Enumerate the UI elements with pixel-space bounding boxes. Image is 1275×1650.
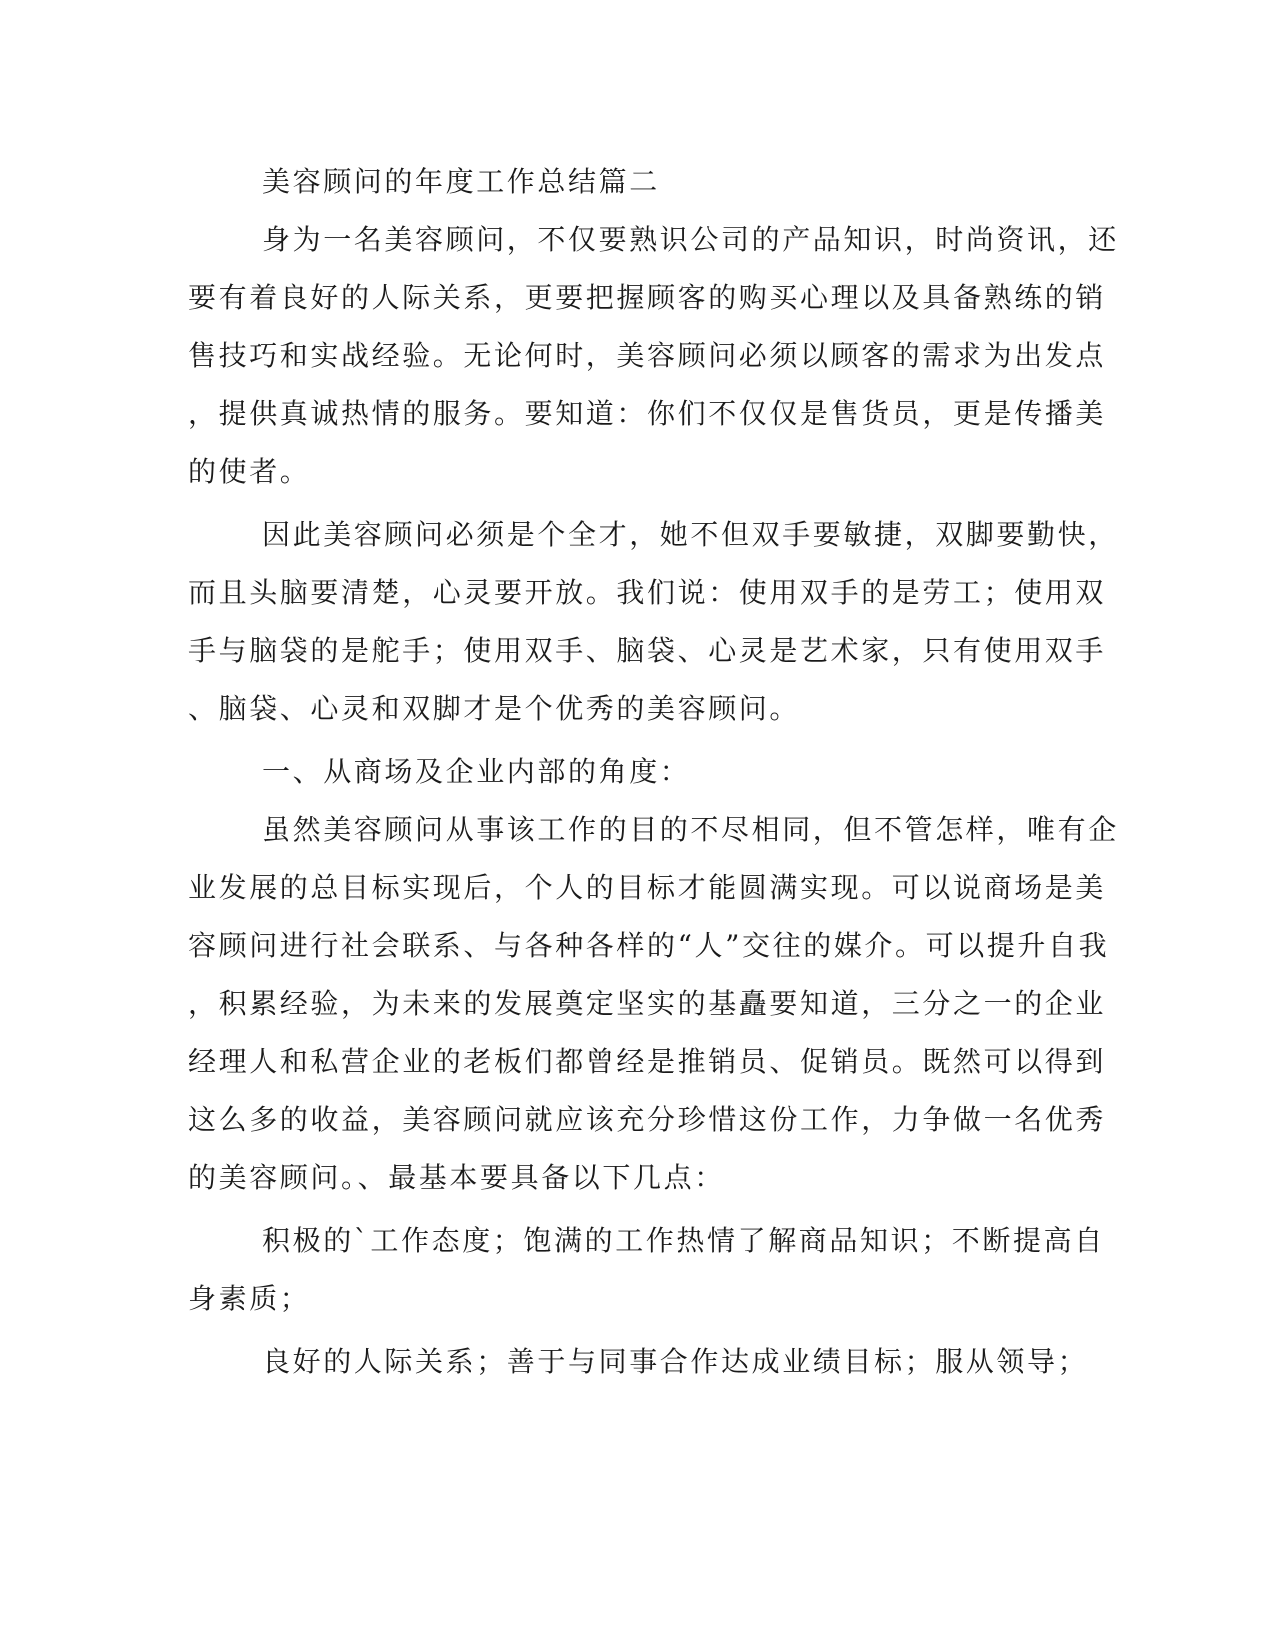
section-heading-line: 一、从商场及企业内部的角度： xyxy=(262,755,691,788)
paragraph-line: 积极的`工作态度；饱满的工作热情了解商品知识；不断提高自 xyxy=(262,1224,1105,1257)
paragraph-line: 经理人和私营企业的老板们都曾经是推销员、促销员。既然可以得到 xyxy=(188,1045,1107,1078)
paragraph-line: 而且头脑要清楚，心灵要开放。我们说：使用双手的是劳工；使用双 xyxy=(188,576,1107,609)
paragraph-line: 要有着良好的人际关系，更要把握顾客的购买心理以及具备熟练的销 xyxy=(188,281,1107,314)
paragraph-line: 身为一名美容顾问，不仅要熟识公司的产品知识，时尚资讯，还 xyxy=(262,223,1119,256)
paragraph-line: ，积累经验，为未来的发展奠定坚实的基矗要知道，三分之一的企业 xyxy=(188,987,1107,1020)
paragraph-line: 售技巧和实战经验。无论何时，美容顾问必须以顾客的需求为出发点 xyxy=(188,339,1107,372)
paragraph-line: 业发展的总目标实现后，个人的目标才能圆满实现。可以说商场是美 xyxy=(188,871,1107,904)
document-title: 美容顾问的年度工作总结篇二 xyxy=(262,165,660,198)
paragraph-line: 因此美容顾问必须是个全才，她不但双手要敏捷，双脚要勤快， xyxy=(262,518,1119,551)
paragraph-line: 、脑袋、心灵和双脚才是个优秀的美容顾问。 xyxy=(188,692,801,725)
paragraph-line: 手与脑袋的是舵手；使用双手、脑袋、心灵是艺术家，只有使用双手 xyxy=(188,634,1107,667)
paragraph-line: 身素质； xyxy=(188,1282,311,1315)
paragraph-line: 的美容顾问。、最基本要具备以下几点： xyxy=(188,1161,725,1194)
paragraph-line: 这么多的收益，美容顾问就应该充分珍惜这份工作，力争做一名优秀 xyxy=(188,1103,1107,1136)
paragraph-line: 的使者。 xyxy=(188,455,311,488)
paragraph-line: 良好的人际关系；善于与同事合作达成业绩目标；服从领导； xyxy=(262,1345,1089,1378)
paragraph-line: 容顾问进行社会联系、与各种各样的“人”交往的媒介。可以提升自我 xyxy=(188,929,1110,962)
paragraph-line: ，提供真诚热情的服务。要知道：你们不仅仅是售货员，更是传播美 xyxy=(188,397,1107,430)
paragraph-line: 虽然美容顾问从事该工作的目的不尽相同，但不管怎样，唯有企 xyxy=(262,813,1119,846)
